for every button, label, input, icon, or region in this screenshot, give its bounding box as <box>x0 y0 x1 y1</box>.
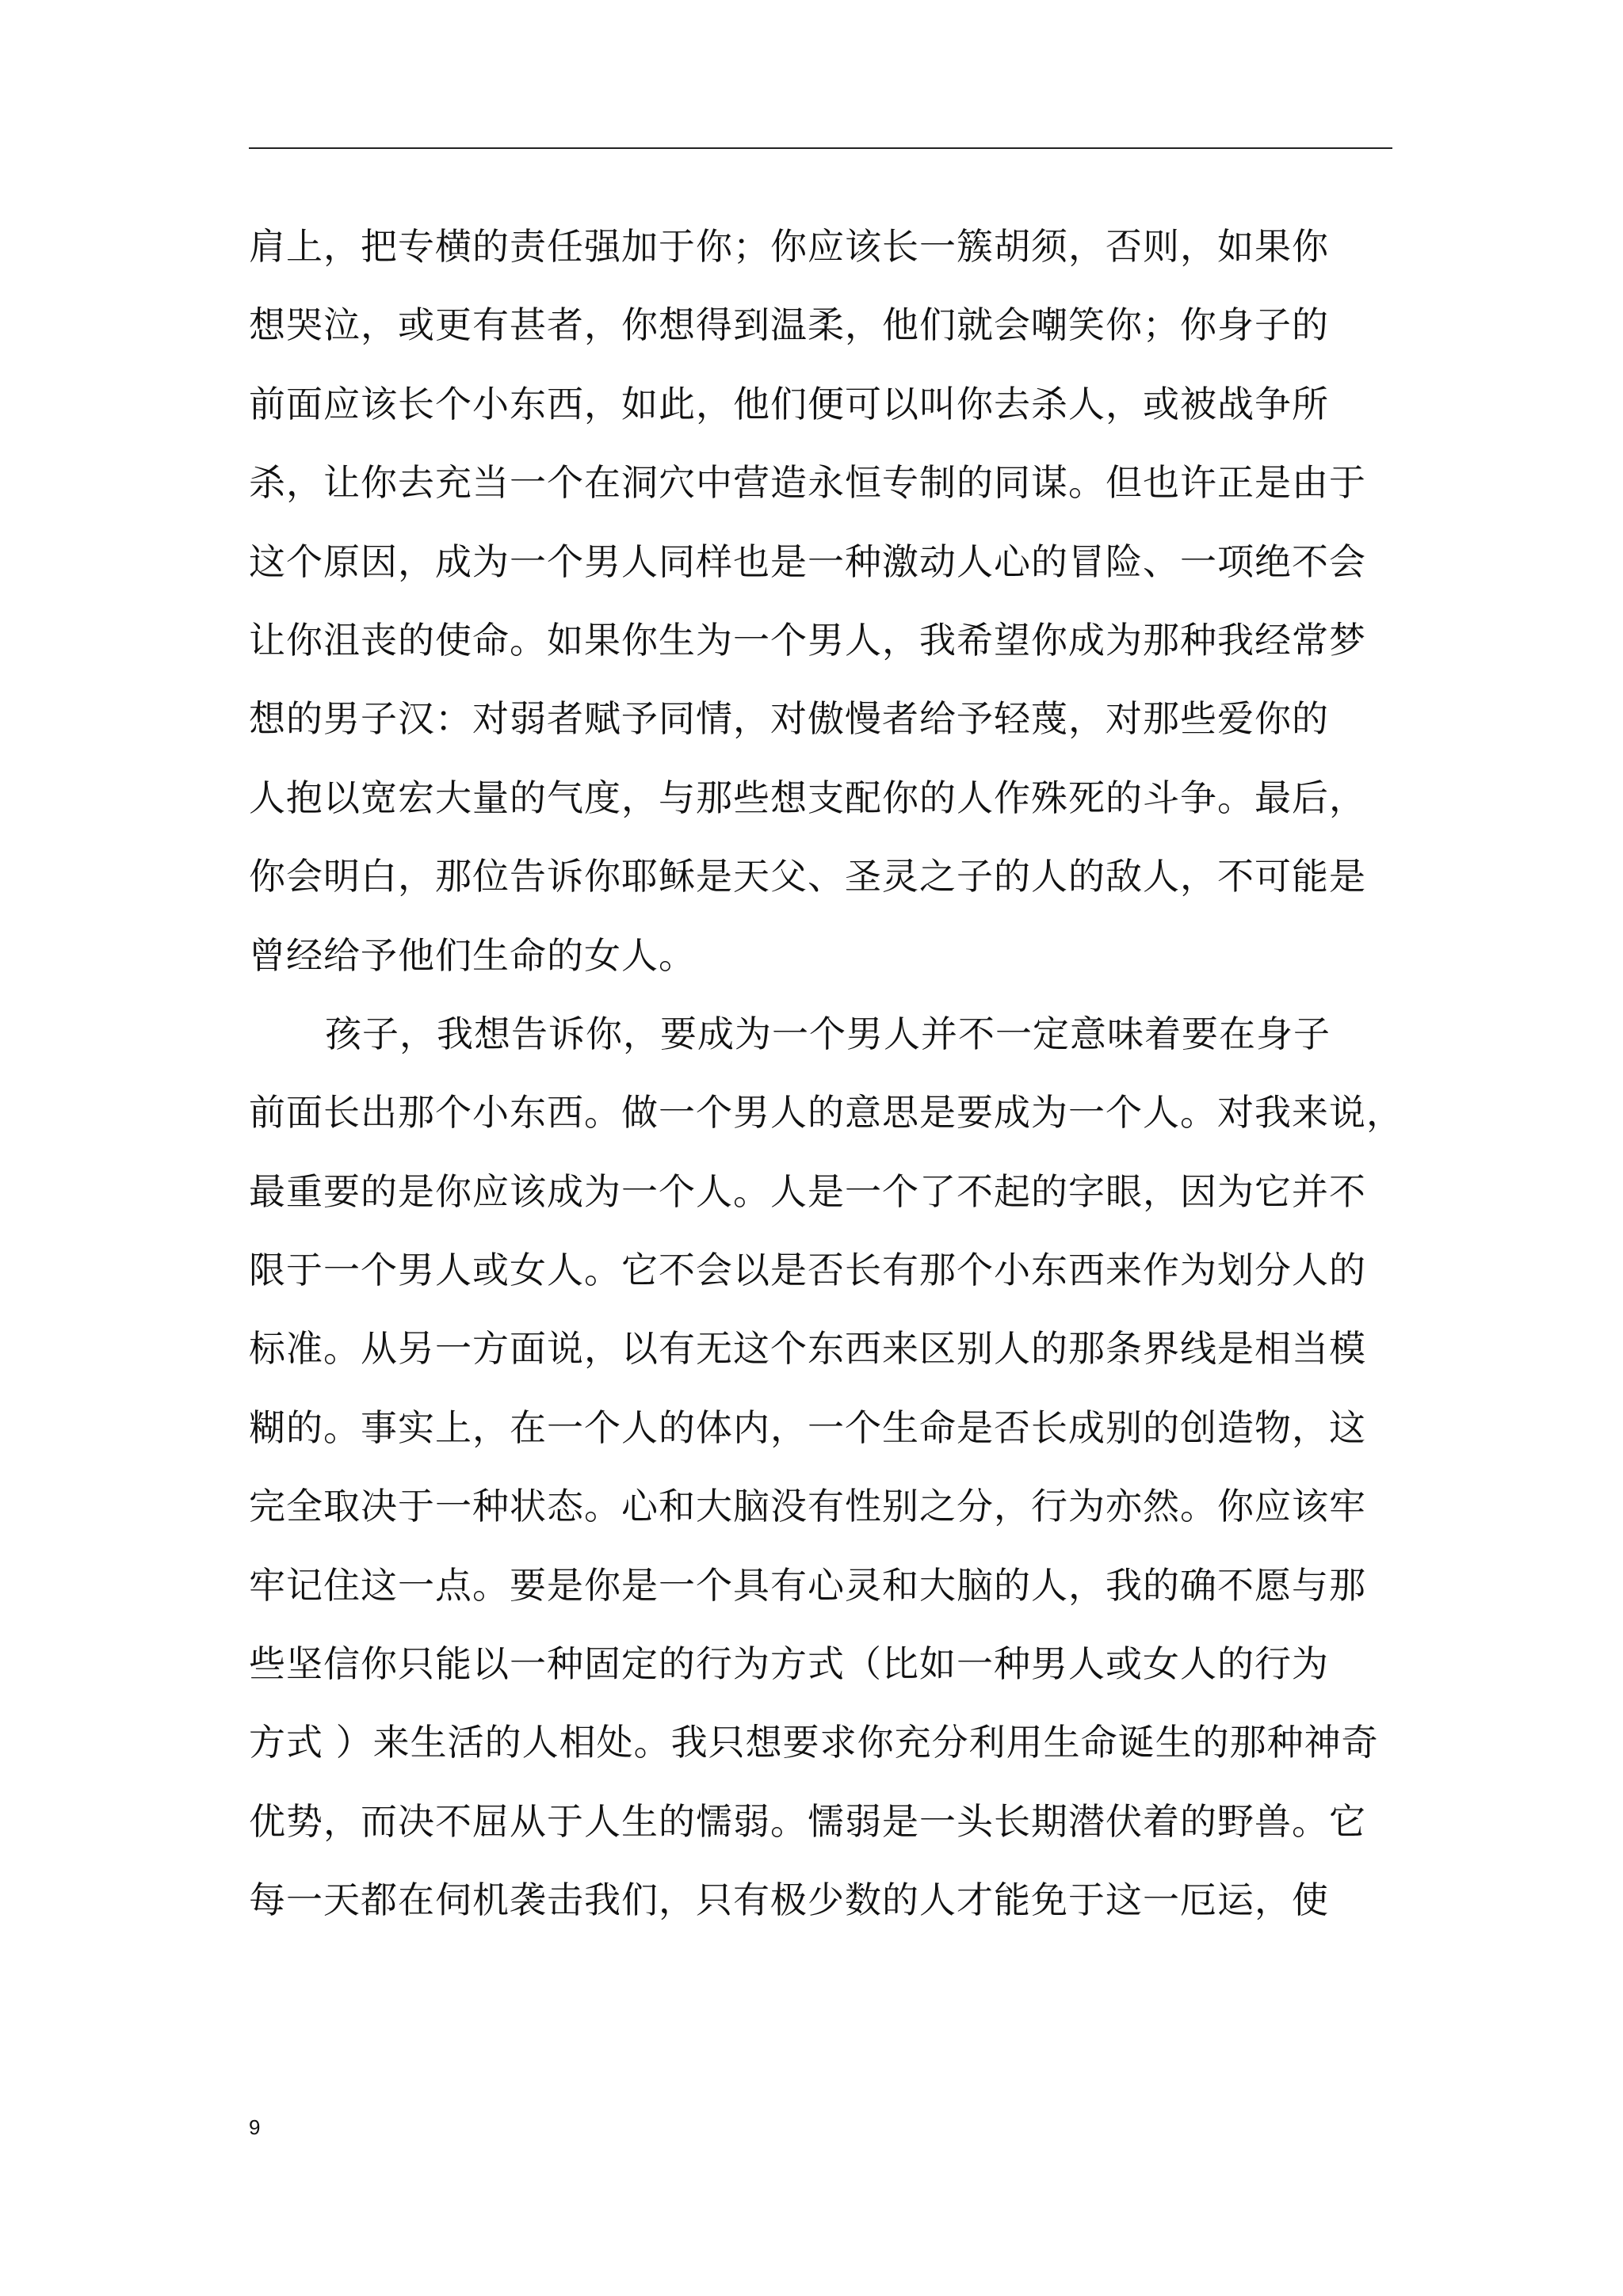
text-line: 标准。从另一方面说，以有无这个东西来区别人的那条界线是相当模 <box>249 1327 1366 1371</box>
text-line: 前面应该长个小东西，如此，他们便可以叫你去杀人，或被战争所 <box>249 382 1329 425</box>
text-line: 优势，而决不屈从于人生的懦弱。懦弱是一头长期潜伏着的野兽。它 <box>249 1799 1366 1843</box>
text-line: 让你沮丧的使命。如果你生为一个男人，我希望你成为那种我经常梦 <box>249 618 1366 662</box>
text-line: 人抱以宽宏大量的气度，与那些想支配你的人作殊死的斗争。最后， <box>249 776 1366 819</box>
text-line: 每一天都在伺机袭击我们，只有极少数的人才能免于这一厄运，使 <box>249 1878 1329 1922</box>
text-line: 曾经给予他们生命的女人。 <box>249 933 696 977</box>
text-line: 完全取决于一种状态。心和大脑没有性别之分，行为亦然。你应该牢 <box>249 1485 1366 1528</box>
text-line: 你会明白，那位告诉你耶稣是天父、圣灵之子的人的敌人，不可能是 <box>249 855 1366 898</box>
page-number: 9 <box>249 2115 261 2139</box>
text-line: 想的男子汉：对弱者赋予同情，对傲慢者给予轻蔑，对那些爱你的 <box>249 697 1329 741</box>
text-line: 方式 ）来生活的人相处。我只想要求你充分利用生命诞生的那种神奇 <box>249 1721 1379 1764</box>
header-rule <box>249 147 1392 149</box>
body-text <box>249 208 1403 1940</box>
text-line: 糊的。事实上，在一个人的体内，一个生命是否长成别的创造物，这 <box>249 1405 1366 1449</box>
text-line: 牢记住这一点。要是你是一个具有心灵和大脑的人，我的确不愿与那 <box>249 1563 1366 1607</box>
text-line: 限于一个男人或女人。它不会以是否长有那个小东西来作为划分人的 <box>249 1249 1366 1292</box>
text-line: 肩上，把专横的责任强加于你；你应该长一簇胡须，否则，如果你 <box>249 225 1329 268</box>
text-line: 这个原因，成为一个男人同样也是一种激动人心的冒险、一项绝不会 <box>249 540 1366 583</box>
text-line: 想哭泣，或更有甚者，你想得到温柔，他们就会嘲笑你；你身子的 <box>249 303 1329 347</box>
text-line: 最重要的是你应该成为一个人。人是一个了不起的字眼，因为它并不 <box>249 1169 1366 1213</box>
text-line: 些坚信你只能以一种固定的行为方式（比如一种男人或女人的行为 <box>249 1642 1329 1686</box>
text-line: 前面长出那个小东西。做一个男人的意思是要成为一个人。对我来说， <box>249 1091 1403 1135</box>
text-line: 杀，让你去充当一个在洞穴中营造永恒专制的同谋。但也许正是由于 <box>249 461 1366 505</box>
paragraph-start-line: 孩子，我想告诉你，要成为一个男人并不一定意味着要在身子 <box>325 1012 1331 1055</box>
